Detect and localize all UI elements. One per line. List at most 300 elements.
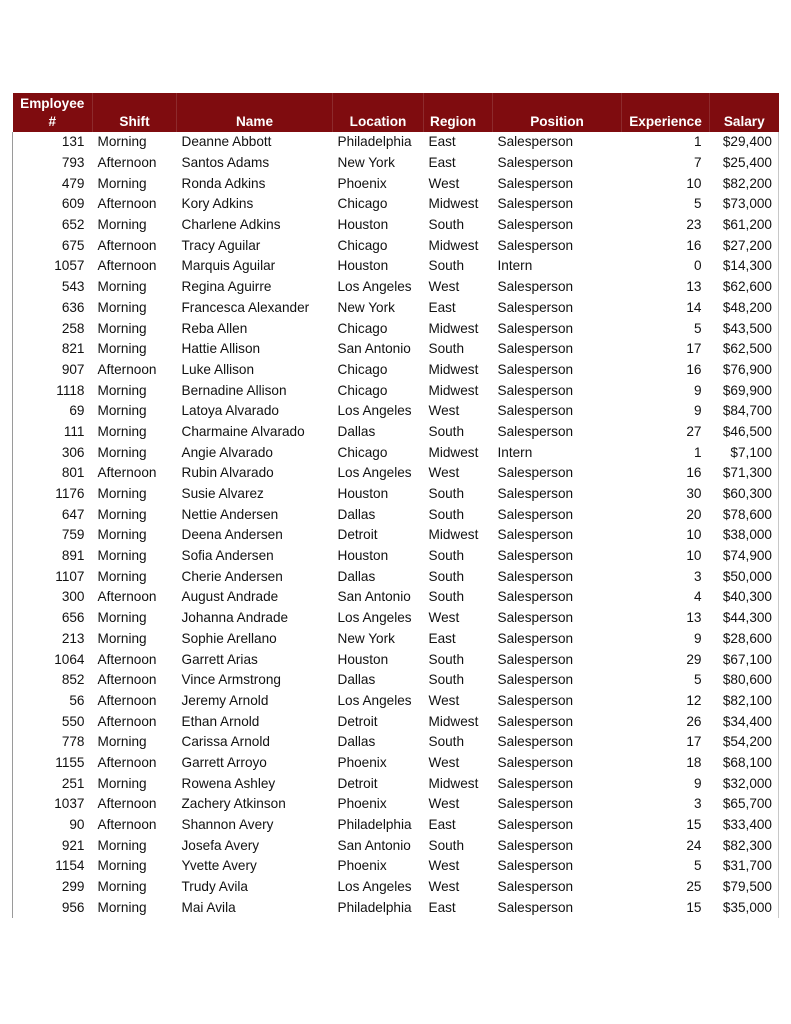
header-name[interactable]: Name — [177, 93, 333, 132]
experience-cell[interactable]: 14 — [686, 299, 702, 315]
location-cell[interactable]: Chicago — [337, 196, 388, 212]
salary-cell[interactable]: $68,100 — [710, 753, 779, 774]
position-cell[interactable]: Salesperson — [497, 899, 574, 915]
region-cell[interactable]: East — [428, 155, 456, 171]
name-cell[interactable]: August Andrade — [181, 589, 279, 605]
experience-cell[interactable]: 9 — [693, 630, 702, 646]
location-cell[interactable]: Philadelphia — [337, 134, 412, 150]
region-cell[interactable]: Midwest — [428, 527, 479, 543]
shift-cell[interactable]: Morning — [97, 548, 147, 564]
location-cell[interactable]: Los Angeles — [337, 465, 412, 481]
employee-number-cell[interactable]: 299 — [13, 877, 93, 898]
shift-cell[interactable]: Morning — [97, 423, 147, 439]
region-cell[interactable]: South — [428, 672, 465, 688]
region-cell[interactable]: Midwest — [428, 361, 479, 377]
name-cell[interactable]: Bernadine Allison — [181, 382, 287, 398]
experience-cell[interactable]: 15 — [686, 817, 702, 833]
shift-cell[interactable]: Afternoon — [97, 754, 157, 770]
employee-number-cell[interactable]: 891 — [13, 546, 93, 567]
salary-cell[interactable]: $14,300 — [710, 256, 779, 277]
region-cell[interactable]: South — [428, 568, 465, 584]
salary-cell[interactable]: $82,100 — [710, 691, 779, 712]
name-cell[interactable]: Tracy Aguilar — [181, 237, 261, 253]
position-cell[interactable]: Salesperson — [497, 155, 574, 171]
location-cell[interactable]: Houston — [337, 486, 389, 502]
employee-number-cell[interactable]: 543 — [13, 277, 93, 298]
shift-cell[interactable]: Morning — [97, 134, 147, 150]
salary-cell[interactable]: $27,200 — [710, 235, 779, 256]
salary-cell[interactable]: $69,900 — [710, 380, 779, 401]
shift-cell[interactable]: Afternoon — [97, 692, 157, 708]
salary-cell[interactable]: $31,700 — [710, 856, 779, 877]
region-cell[interactable]: South — [428, 486, 465, 502]
salary-cell[interactable]: $32,000 — [710, 773, 779, 794]
employee-number-cell[interactable]: 852 — [13, 670, 93, 691]
shift-cell[interactable]: Morning — [97, 899, 147, 915]
position-cell[interactable]: Salesperson — [497, 734, 574, 750]
shift-cell[interactable]: Afternoon — [97, 817, 157, 833]
location-cell[interactable]: New York — [337, 299, 395, 315]
salary-cell[interactable]: $79,500 — [710, 877, 779, 898]
region-cell[interactable]: West — [428, 692, 460, 708]
location-cell[interactable]: Houston — [337, 217, 389, 233]
experience-cell[interactable]: 12 — [686, 692, 702, 708]
location-cell[interactable]: Phoenix — [337, 175, 387, 191]
experience-cell[interactable]: 23 — [686, 217, 702, 233]
experience-cell[interactable]: 16 — [686, 237, 702, 253]
shift-cell[interactable]: Afternoon — [97, 237, 157, 253]
employee-number-cell[interactable]: 647 — [13, 504, 93, 525]
name-cell[interactable]: Angie Alvarado — [181, 444, 273, 460]
location-cell[interactable]: Dallas — [337, 734, 376, 750]
name-cell[interactable]: Ronda Adkins — [181, 175, 266, 191]
name-cell[interactable]: Reba Allen — [181, 320, 248, 336]
shift-cell[interactable]: Afternoon — [97, 361, 157, 377]
experience-cell[interactable]: 17 — [686, 734, 702, 750]
shift-cell[interactable]: Morning — [97, 775, 147, 791]
position-cell[interactable]: Intern — [497, 444, 533, 460]
location-cell[interactable]: Dallas — [337, 423, 376, 439]
shift-cell[interactable]: Morning — [97, 403, 147, 419]
experience-cell[interactable]: 3 — [693, 568, 702, 584]
name-cell[interactable]: Francesca Alexander — [181, 299, 310, 315]
position-cell[interactable]: Salesperson — [497, 817, 574, 833]
location-cell[interactable]: Dallas — [337, 568, 376, 584]
location-cell[interactable]: San Antonio — [337, 341, 411, 357]
shift-cell[interactable]: Morning — [97, 879, 147, 895]
name-cell[interactable]: Yvette Avery — [181, 858, 257, 874]
shift-cell[interactable]: Morning — [97, 486, 147, 502]
region-cell[interactable]: Midwest — [428, 320, 479, 336]
experience-cell[interactable]: 1 — [693, 444, 702, 460]
location-cell[interactable]: Dallas — [337, 506, 376, 522]
shift-cell[interactable]: Afternoon — [97, 155, 157, 171]
region-cell[interactable]: West — [428, 796, 460, 812]
shift-cell[interactable]: Morning — [97, 217, 147, 233]
position-cell[interactable]: Salesperson — [497, 568, 574, 584]
shift-cell[interactable]: Afternoon — [97, 651, 157, 667]
region-cell[interactable]: Midwest — [428, 382, 479, 398]
region-cell[interactable]: West — [428, 279, 460, 295]
shift-cell[interactable]: Morning — [97, 734, 147, 750]
region-cell[interactable]: West — [428, 858, 460, 874]
shift-cell[interactable]: Afternoon — [97, 196, 157, 212]
name-cell[interactable]: Luke Allison — [181, 361, 255, 377]
employee-number-cell[interactable]: 550 — [13, 711, 93, 732]
location-cell[interactable]: Chicago — [337, 382, 388, 398]
employee-number-cell[interactable]: 90 — [13, 815, 93, 836]
region-cell[interactable]: South — [428, 258, 465, 274]
position-cell[interactable]: Salesperson — [497, 630, 574, 646]
experience-cell[interactable]: 17 — [686, 341, 702, 357]
header-region[interactable]: Region — [424, 93, 493, 132]
name-cell[interactable]: Vince Armstrong — [181, 672, 281, 688]
name-cell[interactable]: Rowena Ashley — [181, 775, 276, 791]
position-cell[interactable]: Salesperson — [497, 692, 574, 708]
region-cell[interactable]: East — [428, 817, 456, 833]
shift-cell[interactable]: Morning — [97, 506, 147, 522]
location-cell[interactable]: New York — [337, 630, 395, 646]
experience-cell[interactable]: 27 — [686, 423, 702, 439]
shift-cell[interactable]: Morning — [97, 382, 147, 398]
employee-number-cell[interactable]: 56 — [13, 691, 93, 712]
salary-cell[interactable]: $40,300 — [710, 587, 779, 608]
region-cell[interactable]: South — [428, 837, 465, 853]
region-cell[interactable]: East — [428, 630, 456, 646]
position-cell[interactable]: Salesperson — [497, 506, 574, 522]
shift-cell[interactable]: Morning — [97, 444, 147, 460]
experience-cell[interactable]: 5 — [693, 858, 702, 874]
name-cell[interactable]: Rubin Alvarado — [181, 465, 274, 481]
employee-number-cell[interactable]: 1118 — [13, 380, 93, 401]
location-cell[interactable]: Dallas — [337, 672, 376, 688]
position-cell[interactable]: Salesperson — [497, 651, 574, 667]
position-cell[interactable]: Salesperson — [497, 858, 574, 874]
salary-cell[interactable]: $82,300 — [710, 835, 779, 856]
employee-number-cell[interactable]: 907 — [13, 360, 93, 381]
experience-cell[interactable]: 4 — [693, 589, 702, 605]
experience-cell[interactable]: 25 — [686, 879, 702, 895]
employee-number-cell[interactable]: 793 — [13, 153, 93, 174]
experience-cell[interactable]: 5 — [693, 196, 702, 212]
experience-cell[interactable]: 26 — [686, 713, 702, 729]
location-cell[interactable]: Chicago — [337, 237, 388, 253]
name-cell[interactable]: Sophie Arellano — [181, 630, 277, 646]
employee-number-cell[interactable]: 1155 — [13, 753, 93, 774]
salary-cell[interactable]: $35,000 — [710, 897, 779, 918]
experience-cell[interactable]: 13 — [686, 279, 702, 295]
employee-number-cell[interactable]: 656 — [13, 608, 93, 629]
position-cell[interactable]: Salesperson — [497, 837, 574, 853]
experience-cell[interactable]: 16 — [686, 361, 702, 377]
shift-cell[interactable]: Morning — [97, 341, 147, 357]
employee-number-cell[interactable]: 111 — [13, 422, 93, 443]
name-cell[interactable]: Marquis Aguilar — [181, 258, 276, 274]
position-cell[interactable]: Salesperson — [497, 217, 574, 233]
header-experience[interactable]: Experience — [622, 93, 710, 132]
experience-cell[interactable]: 20 — [686, 506, 702, 522]
location-cell[interactable]: Los Angeles — [337, 610, 412, 626]
region-cell[interactable]: Midwest — [428, 775, 479, 791]
region-cell[interactable]: South — [428, 651, 465, 667]
employee-number-cell[interactable]: 1064 — [13, 649, 93, 670]
name-cell[interactable]: Hattie Allison — [181, 341, 261, 357]
shift-cell[interactable]: Afternoon — [97, 258, 157, 274]
location-cell[interactable]: Los Angeles — [337, 879, 412, 895]
employee-number-cell[interactable]: 1057 — [13, 256, 93, 277]
location-cell[interactable]: San Antonio — [337, 589, 411, 605]
employee-number-cell[interactable]: 759 — [13, 525, 93, 546]
employee-number-cell[interactable]: 778 — [13, 732, 93, 753]
salary-cell[interactable]: $7,100 — [710, 442, 779, 463]
location-cell[interactable]: Chicago — [337, 320, 388, 336]
salary-cell[interactable]: $65,700 — [710, 794, 779, 815]
employee-number-cell[interactable]: 131 — [13, 132, 93, 153]
location-cell[interactable]: Detroit — [337, 713, 378, 729]
employee-number-cell[interactable]: 636 — [13, 298, 93, 319]
region-cell[interactable]: South — [428, 217, 465, 233]
experience-cell[interactable]: 5 — [693, 320, 702, 336]
header-shift[interactable]: Shift — [93, 93, 177, 132]
name-cell[interactable]: Carissa Arnold — [181, 734, 270, 750]
salary-cell[interactable]: $62,500 — [710, 339, 779, 360]
employee-number-cell[interactable]: 801 — [13, 463, 93, 484]
position-cell[interactable]: Salesperson — [497, 672, 574, 688]
position-cell[interactable]: Salesperson — [497, 423, 574, 439]
position-cell[interactable]: Salesperson — [497, 237, 574, 253]
salary-cell[interactable]: $84,700 — [710, 401, 779, 422]
position-cell[interactable]: Salesperson — [497, 713, 574, 729]
employee-number-cell[interactable]: 1037 — [13, 794, 93, 815]
shift-cell[interactable]: Afternoon — [97, 796, 157, 812]
employee-number-cell[interactable]: 213 — [13, 629, 93, 650]
name-cell[interactable]: Kory Adkins — [181, 196, 254, 212]
salary-cell[interactable]: $61,200 — [710, 215, 779, 236]
salary-cell[interactable]: $29,400 — [710, 132, 779, 153]
employee-number-cell[interactable]: 956 — [13, 897, 93, 918]
region-cell[interactable]: East — [428, 899, 456, 915]
name-cell[interactable]: Susie Alvarez — [181, 486, 264, 502]
location-cell[interactable]: Phoenix — [337, 754, 387, 770]
employee-number-cell[interactable]: 258 — [13, 318, 93, 339]
header-employee-number[interactable]: Employee # — [13, 93, 93, 132]
employee-number-cell[interactable]: 300 — [13, 587, 93, 608]
experience-cell[interactable]: 3 — [693, 796, 702, 812]
position-cell[interactable]: Salesperson — [497, 320, 574, 336]
shift-cell[interactable]: Afternoon — [97, 465, 157, 481]
shift-cell[interactable]: Morning — [97, 299, 147, 315]
name-cell[interactable]: Garrett Arias — [181, 651, 258, 667]
shift-cell[interactable]: Afternoon — [97, 589, 157, 605]
name-cell[interactable]: Santos Adams — [181, 155, 270, 171]
location-cell[interactable]: Chicago — [337, 444, 388, 460]
experience-cell[interactable]: 16 — [686, 465, 702, 481]
name-cell[interactable]: Charmaine Alvarado — [181, 423, 305, 439]
location-cell[interactable]: Chicago — [337, 361, 388, 377]
shift-cell[interactable]: Morning — [97, 320, 147, 336]
position-cell[interactable]: Salesperson — [497, 879, 574, 895]
region-cell[interactable]: East — [428, 134, 456, 150]
experience-cell[interactable]: 24 — [686, 837, 702, 853]
position-cell[interactable]: Salesperson — [497, 610, 574, 626]
name-cell[interactable]: Ethan Arnold — [181, 713, 260, 729]
region-cell[interactable]: East — [428, 299, 456, 315]
salary-cell[interactable]: $60,300 — [710, 484, 779, 505]
salary-cell[interactable]: $33,400 — [710, 815, 779, 836]
region-cell[interactable]: Midwest — [428, 237, 479, 253]
location-cell[interactable]: Phoenix — [337, 858, 387, 874]
salary-cell[interactable]: $48,200 — [710, 298, 779, 319]
experience-cell[interactable]: 0 — [693, 258, 702, 274]
salary-cell[interactable]: $54,200 — [710, 732, 779, 753]
experience-cell[interactable]: 30 — [686, 486, 702, 502]
experience-cell[interactable]: 9 — [693, 403, 702, 419]
salary-cell[interactable]: $28,600 — [710, 629, 779, 650]
position-cell[interactable]: Salesperson — [497, 754, 574, 770]
employee-number-cell[interactable]: 675 — [13, 235, 93, 256]
location-cell[interactable]: Phoenix — [337, 796, 387, 812]
name-cell[interactable]: Nettie Andersen — [181, 506, 279, 522]
location-cell[interactable]: Los Angeles — [337, 403, 412, 419]
experience-cell[interactable]: 13 — [686, 610, 702, 626]
location-cell[interactable]: Los Angeles — [337, 279, 412, 295]
experience-cell[interactable]: 10 — [686, 548, 702, 564]
shift-cell[interactable]: Afternoon — [97, 672, 157, 688]
employee-number-cell[interactable]: 251 — [13, 773, 93, 794]
position-cell[interactable]: Salesperson — [497, 486, 574, 502]
position-cell[interactable]: Salesperson — [497, 589, 574, 605]
shift-cell[interactable]: Morning — [97, 837, 147, 853]
shift-cell[interactable]: Morning — [97, 175, 147, 191]
employee-number-cell[interactable]: 921 — [13, 835, 93, 856]
salary-cell[interactable]: $43,500 — [710, 318, 779, 339]
salary-cell[interactable]: $62,600 — [710, 277, 779, 298]
salary-cell[interactable]: $46,500 — [710, 422, 779, 443]
region-cell[interactable]: West — [428, 403, 460, 419]
employee-number-cell[interactable]: 306 — [13, 442, 93, 463]
salary-cell[interactable]: $44,300 — [710, 608, 779, 629]
experience-cell[interactable]: 1 — [693, 134, 702, 150]
name-cell[interactable]: Mai Avila — [181, 899, 236, 915]
shift-cell[interactable]: Morning — [97, 858, 147, 874]
shift-cell[interactable]: Morning — [97, 610, 147, 626]
shift-cell[interactable]: Morning — [97, 630, 147, 646]
location-cell[interactable]: Houston — [337, 651, 389, 667]
position-cell[interactable]: Salesperson — [497, 775, 574, 791]
location-cell[interactable]: New York — [337, 155, 395, 171]
experience-cell[interactable]: 10 — [686, 175, 702, 191]
name-cell[interactable]: Zachery Atkinson — [181, 796, 286, 812]
employee-number-cell[interactable]: 1176 — [13, 484, 93, 505]
employee-number-cell[interactable]: 821 — [13, 339, 93, 360]
salary-cell[interactable]: $50,000 — [710, 566, 779, 587]
position-cell[interactable]: Salesperson — [497, 299, 574, 315]
name-cell[interactable]: Regina Aguirre — [181, 279, 272, 295]
header-position[interactable]: Position — [493, 93, 622, 132]
position-cell[interactable]: Intern — [497, 258, 533, 274]
experience-cell[interactable]: 5 — [693, 672, 702, 688]
salary-cell[interactable]: $67,100 — [710, 649, 779, 670]
region-cell[interactable]: South — [428, 341, 465, 357]
region-cell[interactable]: South — [428, 548, 465, 564]
region-cell[interactable]: South — [428, 734, 465, 750]
name-cell[interactable]: Cherie Andersen — [181, 568, 283, 584]
name-cell[interactable]: Latoya Alvarado — [181, 403, 279, 419]
experience-cell[interactable]: 9 — [693, 775, 702, 791]
experience-cell[interactable]: 10 — [686, 527, 702, 543]
salary-cell[interactable]: $76,900 — [710, 360, 779, 381]
region-cell[interactable]: Midwest — [428, 196, 479, 212]
experience-cell[interactable]: 29 — [686, 651, 702, 667]
location-cell[interactable]: Houston — [337, 258, 389, 274]
region-cell[interactable]: South — [428, 423, 465, 439]
region-cell[interactable]: Midwest — [428, 713, 479, 729]
employee-number-cell[interactable]: 609 — [13, 194, 93, 215]
salary-cell[interactable]: $78,600 — [710, 504, 779, 525]
position-cell[interactable]: Salesperson — [497, 527, 574, 543]
name-cell[interactable]: Charlene Adkins — [181, 217, 281, 233]
position-cell[interactable]: Salesperson — [497, 196, 574, 212]
region-cell[interactable]: Midwest — [428, 444, 479, 460]
location-cell[interactable]: Philadelphia — [337, 899, 412, 915]
name-cell[interactable]: Garrett Arroyo — [181, 754, 267, 770]
region-cell[interactable]: South — [428, 589, 465, 605]
header-location[interactable]: Location — [333, 93, 424, 132]
name-cell[interactable]: Josefa Avery — [181, 837, 260, 853]
salary-cell[interactable]: $82,200 — [710, 173, 779, 194]
salary-cell[interactable]: $73,000 — [710, 194, 779, 215]
location-cell[interactable]: Detroit — [337, 527, 378, 543]
salary-cell[interactable]: $74,900 — [710, 546, 779, 567]
experience-cell[interactable]: 18 — [686, 754, 702, 770]
region-cell[interactable]: West — [428, 879, 460, 895]
region-cell[interactable]: West — [428, 610, 460, 626]
shift-cell[interactable]: Afternoon — [97, 713, 157, 729]
employee-number-cell[interactable]: 1107 — [13, 566, 93, 587]
position-cell[interactable]: Salesperson — [497, 403, 574, 419]
experience-cell[interactable]: 9 — [693, 382, 702, 398]
header-salary[interactable]: Salary — [710, 93, 779, 132]
experience-cell[interactable]: 7 — [693, 155, 702, 171]
location-cell[interactable]: Los Angeles — [337, 692, 412, 708]
location-cell[interactable]: Houston — [337, 548, 389, 564]
salary-cell[interactable]: $38,000 — [710, 525, 779, 546]
employee-number-cell[interactable]: 69 — [13, 401, 93, 422]
name-cell[interactable]: Johanna Andrade — [181, 610, 289, 626]
shift-cell[interactable]: Morning — [97, 568, 147, 584]
experience-cell[interactable]: 15 — [686, 899, 702, 915]
position-cell[interactable]: Salesperson — [497, 279, 574, 295]
position-cell[interactable]: Salesperson — [497, 382, 574, 398]
name-cell[interactable]: Shannon Avery — [181, 817, 274, 833]
position-cell[interactable]: Salesperson — [497, 796, 574, 812]
salary-cell[interactable]: $34,400 — [710, 711, 779, 732]
position-cell[interactable]: Salesperson — [497, 175, 574, 191]
location-cell[interactable]: Detroit — [337, 775, 378, 791]
employee-number-cell[interactable]: 652 — [13, 215, 93, 236]
employee-number-cell[interactable]: 1154 — [13, 856, 93, 877]
name-cell[interactable]: Trudy Avila — [181, 879, 248, 895]
position-cell[interactable]: Salesperson — [497, 548, 574, 564]
salary-cell[interactable]: $80,600 — [710, 670, 779, 691]
shift-cell[interactable]: Morning — [97, 527, 147, 543]
salary-cell[interactable]: $71,300 — [710, 463, 779, 484]
location-cell[interactable]: San Antonio — [337, 837, 411, 853]
name-cell[interactable]: Deanne Abbott — [181, 134, 272, 150]
employee-number-cell[interactable]: 479 — [13, 173, 93, 194]
salary-cell[interactable]: $25,400 — [710, 153, 779, 174]
position-cell[interactable]: Salesperson — [497, 361, 574, 377]
